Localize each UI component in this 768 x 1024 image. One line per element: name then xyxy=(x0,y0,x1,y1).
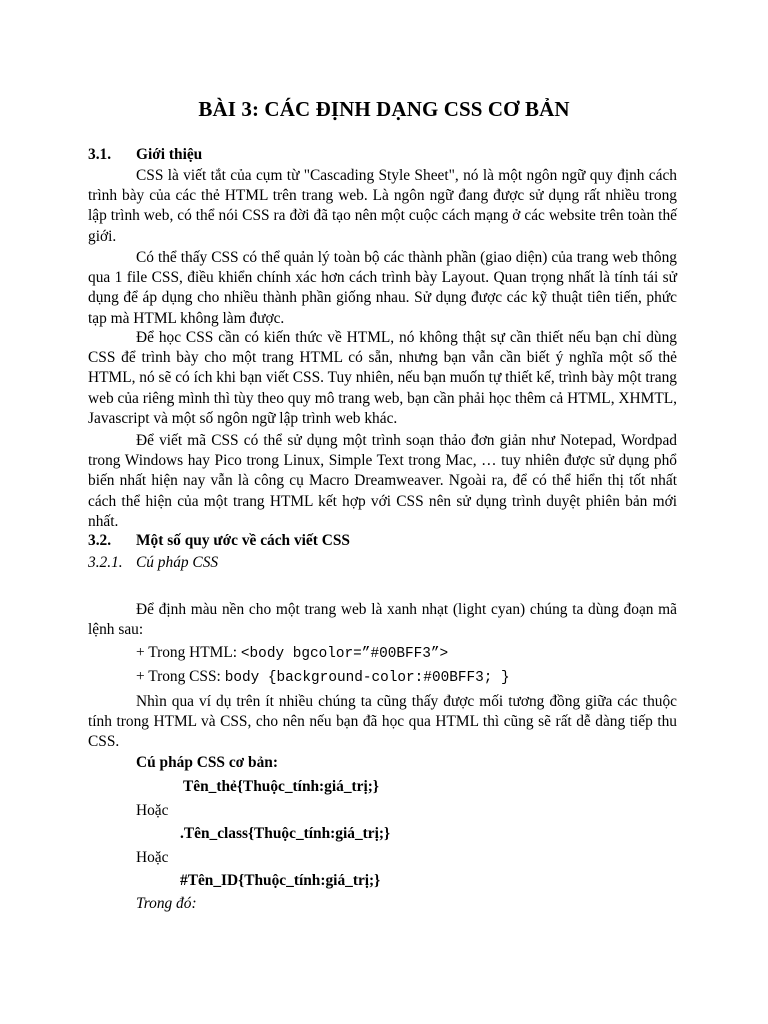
section-title: Giới thiệu xyxy=(136,146,203,163)
or-label: Hoặc xyxy=(136,802,169,819)
paragraph-background-example: Để định màu nền cho một trang web là xanh nhạt (light cyan) chúng ta dùng đoạn mã lệnh sau: xyxy=(88,601,677,639)
html-example-label: + Trong HTML: xyxy=(136,644,241,661)
or-label: Hoặc xyxy=(136,849,169,866)
css-example-line xyxy=(136,668,510,686)
syntax-heading: Cú pháp CSS cơ bản: xyxy=(136,754,278,771)
section-heading-intro xyxy=(88,146,202,164)
section-number: 3.1. xyxy=(88,146,112,163)
paragraph-css-prerequisites: Để học CSS cần có kiến thức về HTML, nó không thật sự cần thiết nếu bạn chỉ dùng CSS để trình bày cho một trang HTML có sẵn, nhưng bạn vẫn cần biết ý nghĩa một số thẻ HTML, nó sẽ có ích khi bạn viết CSS. Tuy nhiên, nếu bạn muốn tự thiết kế, trình bày một trang web của riêng mình thì tùy theo quy mô trang web, bạn cần phải học thêm cả HTML, XHMTL, Javascript và một số ngôn ngữ lập trình web khác. xyxy=(88,329,677,427)
css-example-code: body {background-color:#00BFF3; } xyxy=(224,670,510,686)
section-number: 3.2. xyxy=(88,532,112,549)
paragraph-css-definition: CSS là viết tắt của cụm từ "Cascading Style Sheet", nó là một ngôn ngữ quy định cách trình bày của các thẻ HTML trên trang web. Là ngôn ngữ đang được sử dụng rất nhiều trong lập trình web, có thể nói CSS ra đời đã tạo nên một cuộc cách mạng ở các website trên toàn thế giới. xyxy=(88,167,677,245)
paragraph-css-benefits: Có thể thấy CSS có thể quản lý toàn bộ các thành phần (giao diện) của trang web thông qua 1 file CSS, điều khiển chính xác hơn cách trình bày Layout. Quan trọng nhất là tính tái sử dụng để áp dụng cho nhiều thành phần giống nhau. Sử dụng được các kỹ thuật tiên tiến, phức tạp mà HTML không làm được. xyxy=(88,249,677,327)
paragraph-css-tools: Để viết mã CSS có thể sử dụng một trình soạn thảo đơn giản như Notepad, Wordpad trong Windows hay Pico trong Linux, Simple Text trong Mac, … tuy nhiên được sử dụng phổ biến nhất hiện nay vẫn là công cụ Macro Dreamweaver. Ngoài ra, để có thể hiển thị tốt nhất cách thể hiện của một trang HTML kết hợp với CSS nên sử dụng trình duyệt phiên bản mới nhất. xyxy=(88,432,677,530)
syntax-tag-rule: Tên_thẻ{Thuộc_tính:giá_trị;} xyxy=(183,778,379,795)
section-heading-conventions xyxy=(88,532,350,550)
subsection-number: 3.2.1. xyxy=(88,554,123,571)
syntax-class-rule: .Tên_class{Thuộc_tính:giá_trị;} xyxy=(180,825,391,842)
paragraph-html-css-comparison: Nhìn qua ví dụ trên ít nhiều chúng ta cũng thấy được mối tương đồng giữa các thuộc tính trong HTML và CSS, cho nên nếu bạn đã học qua HTML thì cũng sẽ rất dễ dàng tiếp thu CSS. xyxy=(88,693,677,751)
section-title: Một số quy ước về cách viết CSS xyxy=(136,532,350,549)
syntax-id-rule: #Tên_ID{Thuộc_tính:giá_trị;} xyxy=(180,872,381,889)
subsection-heading-syntax xyxy=(88,554,218,572)
html-example-line xyxy=(136,644,448,662)
css-example-label: + Trong CSS: xyxy=(136,668,225,685)
subsection-title: Cú pháp CSS xyxy=(136,554,219,571)
page-title: BÀI 3: CÁC ĐỊNH DẠNG CSS CƠ BẢN xyxy=(198,97,570,121)
html-example-code: <body bgcolor=”#00BFF3”> xyxy=(240,646,449,662)
where-label: Trong đó: xyxy=(136,895,197,912)
